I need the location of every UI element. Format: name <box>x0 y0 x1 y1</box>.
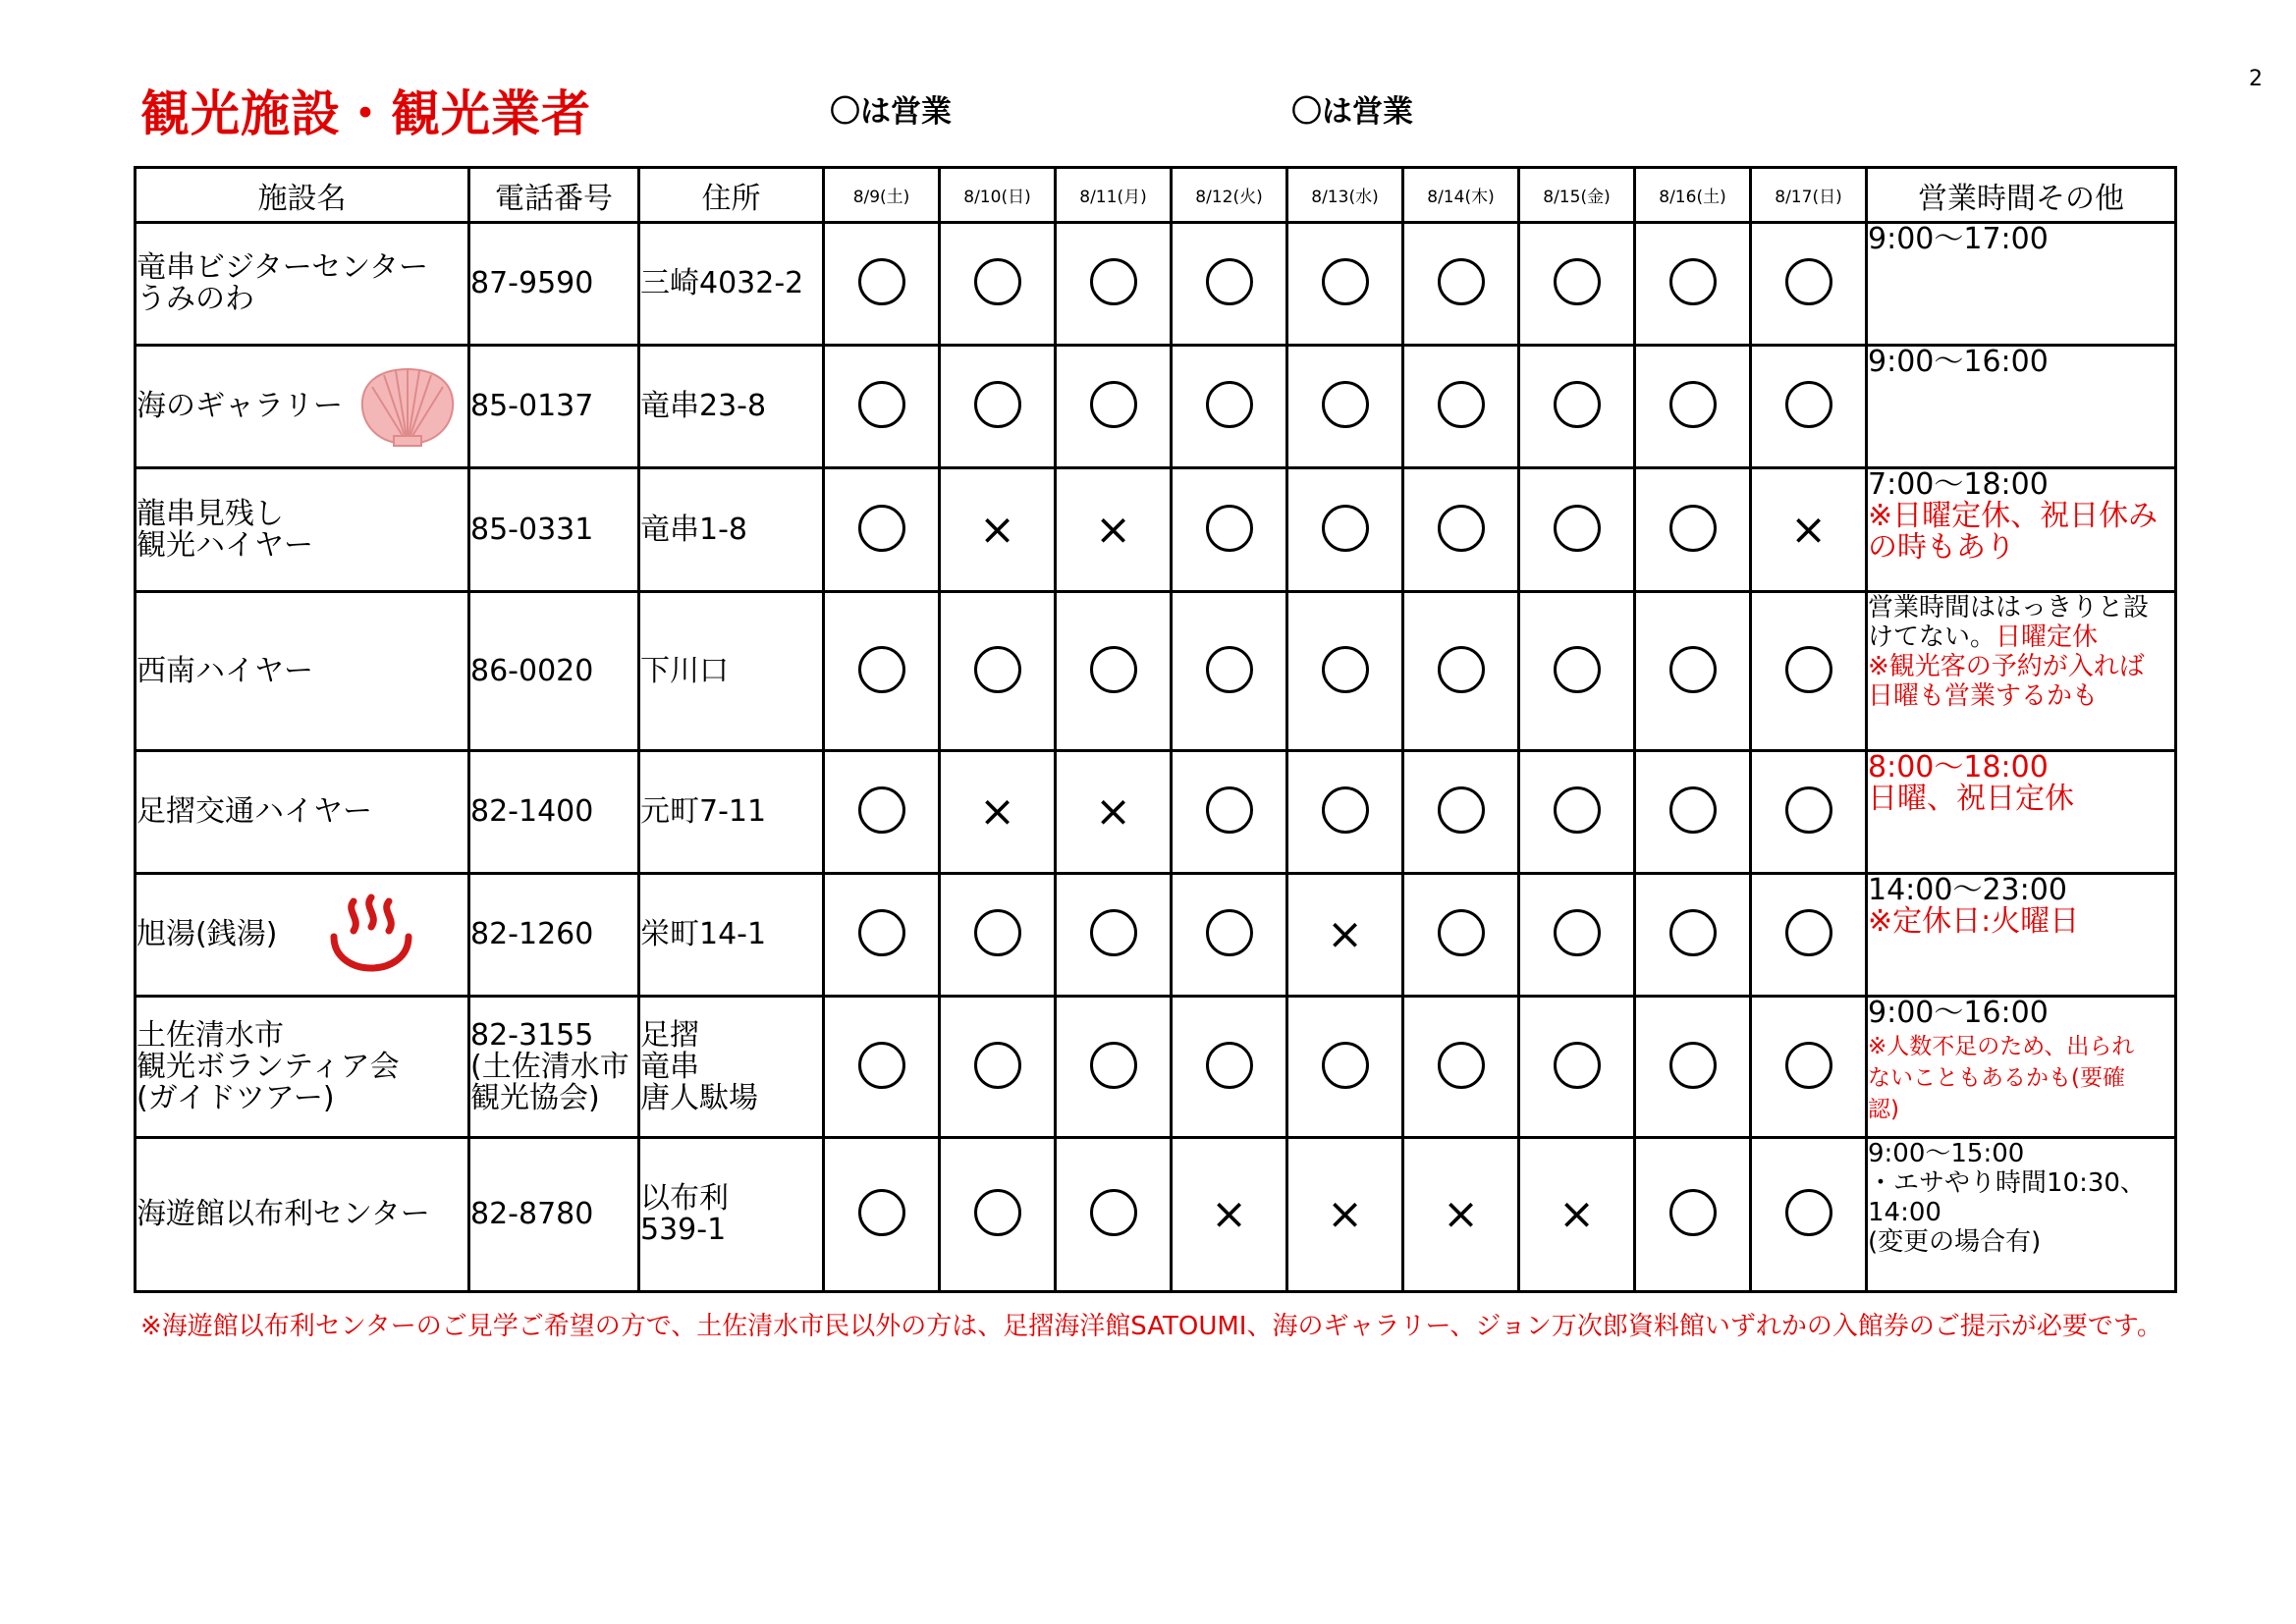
header-date: 8/14(木) <box>1403 168 1519 223</box>
open-circle-icon <box>1785 381 1832 428</box>
hours-note-text: 認) <box>1868 1097 1899 1122</box>
open-circle-icon <box>1206 381 1253 428</box>
status-cell <box>1287 874 1403 997</box>
open-circle-icon <box>1554 909 1601 956</box>
page-title: 観光施設・観光業者 <box>140 85 591 142</box>
address-cell <box>639 468 824 592</box>
hours-note-text: 8:00～18:00 <box>1868 750 2049 785</box>
header-name: 施設名 <box>136 168 469 223</box>
status-cell <box>1635 592 1751 751</box>
shell-icon <box>355 365 461 448</box>
status-cell <box>940 751 1056 874</box>
page-number: 2 <box>2249 67 2263 91</box>
phone-cell <box>469 592 639 751</box>
header-row <box>136 168 2176 223</box>
open-circle-icon <box>1322 381 1369 428</box>
open-circle-icon <box>1554 258 1601 305</box>
table-body <box>136 223 2176 1292</box>
hours-note-text: 9:00～17:00 <box>1868 222 2049 256</box>
status-cell <box>940 346 1056 468</box>
status-cell <box>1287 1138 1403 1292</box>
open-circle-icon <box>1438 646 1485 693</box>
open-circle-icon <box>1438 909 1485 956</box>
facility-name-cell <box>136 468 469 592</box>
hours-note-cell <box>1867 346 2176 468</box>
phone-cell-line: 82-1400 <box>470 794 594 829</box>
address-cell-line: 三崎4032-2 <box>640 266 804 300</box>
open-circle-icon <box>974 258 1021 305</box>
open-circle-icon <box>1090 909 1137 956</box>
status-cell <box>1403 997 1519 1138</box>
hours-note-text: ※観光客の予約が入れば <box>1868 652 2145 681</box>
facility-name-cell <box>136 874 469 997</box>
open-circle-icon <box>1090 1189 1137 1236</box>
facility-name-line: 海遊館以布利センター <box>137 1197 430 1231</box>
status-cell <box>1287 592 1403 751</box>
status-cell <box>824 751 940 874</box>
open-circle-icon <box>1554 646 1601 693</box>
header-date: 8/9(土) <box>824 168 940 223</box>
status-cell <box>1751 592 1867 751</box>
hours-note-line <box>1868 532 2174 564</box>
header-date: 8/11(月) <box>1056 168 1172 223</box>
status-cell <box>1172 468 1287 592</box>
status-cell <box>824 592 940 751</box>
hours-note-text: 9:00～15:00 <box>1868 1139 2025 1168</box>
status-cell <box>1056 874 1172 997</box>
address-cell-line: 竜串23-8 <box>640 389 767 423</box>
address-cell-line: 足摺 <box>640 1017 699 1053</box>
address-cell-line: 下川口 <box>640 653 729 688</box>
facility-name-line: 観光ハイヤー <box>137 527 313 563</box>
status-cell <box>940 997 1056 1138</box>
hot-spring-icon <box>326 893 416 976</box>
hours-note-line <box>1868 1227 2174 1257</box>
open-circle-icon <box>1785 1042 1832 1089</box>
status-cell <box>1751 468 1867 592</box>
closed-cross-icon: × <box>1211 1189 1247 1239</box>
table-row <box>136 592 2176 751</box>
phone-cell-line: 87-9590 <box>470 266 594 300</box>
facility-name-line: 龍串見残し <box>137 496 284 531</box>
address-cell-line: 元町7-11 <box>640 794 767 829</box>
hours-note-cell <box>1867 751 2176 874</box>
phone-cell <box>469 346 639 468</box>
status-cell <box>1751 1138 1867 1292</box>
phone-cell-line: 82-3155 <box>470 1017 594 1053</box>
table-row <box>136 346 2176 468</box>
open-circle-icon <box>1669 786 1717 834</box>
header-date: 8/17(日) <box>1751 168 1867 223</box>
status-cell <box>1056 997 1172 1138</box>
open-circle-icon <box>858 1042 905 1089</box>
legend-open: 〇は営業 <box>830 94 952 130</box>
status-cell <box>824 874 940 997</box>
open-circle-icon <box>1554 786 1601 834</box>
legend-open: 〇は営業 <box>1291 94 1413 130</box>
status-cell <box>1403 1138 1519 1292</box>
table-row <box>136 874 2176 997</box>
open-circle-icon <box>858 909 905 956</box>
hours-note-line <box>1868 623 2174 652</box>
open-circle-icon <box>1090 258 1137 305</box>
facility-name-line: 旭湯(銭湯) <box>137 917 278 951</box>
phone-cell-line: 観光協会) <box>470 1080 600 1115</box>
hours-note-text: 日曜定休 <box>1995 623 2099 652</box>
closed-cross-icon: × <box>1095 786 1131 837</box>
status-cell <box>1056 592 1172 751</box>
facility-name-cell <box>136 592 469 751</box>
address-cell-line: 栄町14-1 <box>640 917 767 951</box>
status-cell <box>1635 223 1751 346</box>
closed-cross-icon: × <box>1327 909 1363 959</box>
hours-note-line <box>1868 752 2174 784</box>
footnote: ※海遊館以布利センターのご見学ご希望の方で、土佐清水市民以外の方は、足摺海洋館SATOUMI、海のギャラリー、ジョン万次郎資料館いずれかの入館券のご提示が必要です。 <box>140 1312 2162 1341</box>
hours-note-line <box>1868 1029 2174 1060</box>
status-cell <box>1751 874 1867 997</box>
status-cell <box>1519 997 1635 1138</box>
hours-note-line <box>1868 652 2174 681</box>
open-circle-icon <box>1785 1189 1832 1236</box>
hours-note-text: ※人数不足のため、出られ <box>1868 1034 2135 1059</box>
status-cell <box>824 223 940 346</box>
hours-note-text: 7:00～18:00 <box>1868 467 2049 502</box>
phone-cell-line: 85-0137 <box>470 389 594 423</box>
phone-cell <box>469 1138 639 1292</box>
status-cell <box>1172 1138 1287 1292</box>
status-cell <box>1635 346 1751 468</box>
open-circle-icon <box>1669 381 1717 428</box>
open-circle-icon <box>1669 909 1717 956</box>
hours-note-cell <box>1867 592 2176 751</box>
address-cell <box>639 223 824 346</box>
closed-cross-icon: × <box>1790 504 1827 555</box>
facility-name-cell <box>136 997 469 1138</box>
status-cell <box>1635 751 1751 874</box>
hours-note-text: ・エサやり時間10:30、 <box>1868 1168 2146 1198</box>
status-cell <box>1519 874 1635 997</box>
open-circle-icon <box>1554 505 1601 552</box>
status-cell <box>824 997 940 1138</box>
status-cell <box>1172 346 1287 468</box>
status-cell <box>940 223 1056 346</box>
hours-note-text: の時もあり <box>1868 530 2015 565</box>
phone-cell-line: 86-0020 <box>470 653 594 688</box>
business-schedule-table <box>134 166 2177 1293</box>
header-hours: 営業時間その他 <box>1867 168 2176 223</box>
open-circle-icon <box>1554 1042 1601 1089</box>
open-circle-icon <box>1669 1189 1717 1236</box>
hours-note-line <box>1868 1092 2174 1123</box>
phone-cell-line: 82-8780 <box>470 1197 594 1231</box>
hours-note-text: ないこともあるかも(要確 <box>1868 1065 2125 1091</box>
facility-name-line: 西南ハイヤー <box>137 653 313 688</box>
open-circle-icon <box>1206 786 1253 834</box>
open-circle-icon <box>974 646 1021 693</box>
open-circle-icon <box>1438 258 1485 305</box>
status-cell <box>1172 592 1287 751</box>
hours-note-cell <box>1867 1138 2176 1292</box>
hours-note-text: 日曜も営業するかも <box>1868 681 2099 711</box>
hours-note-line <box>1868 224 2174 255</box>
open-circle-icon <box>858 381 905 428</box>
hours-note-line <box>1868 998 2174 1029</box>
status-cell <box>1287 997 1403 1138</box>
status-cell <box>1635 997 1751 1138</box>
open-circle-icon <box>1206 909 1253 956</box>
hours-note-line <box>1868 1139 2174 1168</box>
status-cell <box>1635 874 1751 997</box>
closed-cross-icon: × <box>1095 504 1131 555</box>
phone-cell-line: 82-1260 <box>470 917 594 951</box>
phone-cell <box>469 751 639 874</box>
status-cell <box>1519 751 1635 874</box>
open-circle-icon <box>1206 1042 1253 1089</box>
hours-note-text: 14:00 <box>1868 1198 1941 1227</box>
open-circle-icon <box>1322 505 1369 552</box>
table-row <box>136 997 2176 1138</box>
status-cell <box>824 1138 940 1292</box>
open-circle-icon <box>1438 381 1485 428</box>
open-circle-icon <box>974 909 1021 956</box>
hours-note-line <box>1868 784 2174 815</box>
status-cell <box>1751 346 1867 468</box>
open-circle-icon <box>1785 786 1832 834</box>
address-cell-line: 539-1 <box>640 1213 727 1247</box>
hours-note-text: 14:00～23:00 <box>1868 873 2067 907</box>
status-cell <box>1635 1138 1751 1292</box>
open-circle-icon <box>974 1189 1021 1236</box>
address-cell <box>639 751 824 874</box>
address-cell <box>639 346 824 468</box>
hours-note-line <box>1868 1198 2174 1227</box>
status-cell <box>1519 223 1635 346</box>
open-circle-icon <box>858 646 905 693</box>
header-date: 8/16(土) <box>1635 168 1751 223</box>
status-cell <box>1519 592 1635 751</box>
open-circle-icon <box>1438 505 1485 552</box>
status-cell <box>1287 751 1403 874</box>
status-cell <box>1172 223 1287 346</box>
header-date: 8/10(日) <box>940 168 1056 223</box>
open-circle-icon <box>1669 505 1717 552</box>
open-circle-icon <box>1322 786 1369 834</box>
facility-name-line: 海のギャラリー <box>137 389 343 423</box>
open-circle-icon <box>1438 1042 1485 1089</box>
status-cell <box>1403 874 1519 997</box>
closed-cross-icon: × <box>1558 1189 1595 1239</box>
facility-name-cell <box>136 751 469 874</box>
open-circle-icon <box>1322 1042 1369 1089</box>
status-cell <box>1519 346 1635 468</box>
open-circle-icon <box>1669 646 1717 693</box>
hours-note-line <box>1868 347 2174 378</box>
hours-note-text: 日曜、祝日定休 <box>1868 782 2074 816</box>
status-cell <box>940 874 1056 997</box>
open-circle-icon <box>1322 646 1369 693</box>
status-cell <box>940 468 1056 592</box>
facility-name-line: 足摺交通ハイヤー <box>137 794 372 829</box>
phone-cell <box>469 223 639 346</box>
open-circle-icon <box>1206 258 1253 305</box>
hours-note-text: (変更の場合有) <box>1868 1227 2042 1257</box>
status-cell <box>940 592 1056 751</box>
closed-cross-icon: × <box>1327 1189 1363 1239</box>
header-date: 8/12(火) <box>1172 168 1287 223</box>
status-cell <box>1519 468 1635 592</box>
closed-cross-icon: × <box>979 504 1015 555</box>
status-cell <box>1056 346 1172 468</box>
facility-name-cell <box>136 1138 469 1292</box>
hours-note-line <box>1868 1168 2174 1198</box>
open-circle-icon <box>1785 909 1832 956</box>
status-cell <box>1403 346 1519 468</box>
hours-note-line <box>1868 681 2174 711</box>
status-cell <box>824 346 940 468</box>
open-circle-icon <box>858 258 905 305</box>
open-circle-icon <box>1669 1042 1717 1089</box>
address-cell-line: 以布利 <box>640 1181 729 1216</box>
status-cell <box>1519 1138 1635 1292</box>
hours-note-text: けてない。 <box>1868 623 1996 652</box>
facility-name-line: 観光ボランティア会 <box>137 1049 400 1084</box>
status-cell <box>1287 346 1403 468</box>
open-circle-icon <box>1554 381 1601 428</box>
status-cell <box>1751 223 1867 346</box>
facility-name-line: うみのわ <box>137 282 254 316</box>
header-phone: 電話番号 <box>469 168 639 223</box>
hours-note-line <box>1868 875 2174 906</box>
open-circle-icon <box>1090 646 1137 693</box>
phone-cell-line: 85-0331 <box>470 512 594 547</box>
status-cell <box>1403 751 1519 874</box>
status-cell <box>1056 223 1172 346</box>
open-circle-icon <box>1090 1042 1137 1089</box>
hours-note-cell <box>1867 468 2176 592</box>
open-circle-icon <box>1785 646 1832 693</box>
open-circle-icon <box>858 505 905 552</box>
facility-name-cell <box>136 223 469 346</box>
table-row <box>136 751 2176 874</box>
facility-name-line: 竜串ビジターセンター <box>137 250 428 285</box>
open-circle-icon <box>1206 505 1253 552</box>
hours-note-line <box>1868 469 2174 501</box>
status-cell <box>940 1138 1056 1292</box>
hours-note-line <box>1868 593 2174 623</box>
phone-cell-line: (土佐清水市 <box>470 1049 629 1084</box>
hours-note-cell <box>1867 997 2176 1138</box>
open-circle-icon <box>1669 258 1717 305</box>
facility-name-cell <box>136 346 469 468</box>
table-row <box>136 468 2176 592</box>
status-cell <box>1751 751 1867 874</box>
status-cell <box>1056 468 1172 592</box>
hours-note-line <box>1868 1060 2174 1092</box>
status-cell <box>1056 751 1172 874</box>
table-row <box>136 1138 2176 1292</box>
table-row <box>136 223 2176 346</box>
phone-cell <box>469 874 639 997</box>
open-circle-icon <box>1206 646 1253 693</box>
status-cell <box>1403 223 1519 346</box>
hours-note-text: 営業時間ははっきりと設 <box>1868 593 2150 623</box>
phone-cell <box>469 997 639 1138</box>
address-cell-line: 竜串1-8 <box>640 512 747 547</box>
header-date: 8/15(金) <box>1519 168 1635 223</box>
closed-cross-icon: × <box>979 786 1015 837</box>
hours-note-line <box>1868 501 2174 532</box>
status-cell <box>1635 468 1751 592</box>
address-cell <box>639 1138 824 1292</box>
hours-note-line <box>1868 906 2174 938</box>
hours-note-text: 9:00～16:00 <box>1868 345 2049 379</box>
status-cell <box>1172 874 1287 997</box>
facility-name-line: 土佐清水市 <box>137 1017 284 1053</box>
header-date: 8/13(水) <box>1287 168 1403 223</box>
status-cell <box>1172 751 1287 874</box>
address-cell <box>639 592 824 751</box>
closed-cross-icon: × <box>1443 1189 1479 1239</box>
hours-note-text: ※日曜定休、祝日休み <box>1868 499 2159 533</box>
facility-name-line: (ガイドツアー) <box>137 1080 335 1115</box>
open-circle-icon <box>1090 381 1137 428</box>
address-cell <box>639 874 824 997</box>
open-circle-icon <box>858 1189 905 1236</box>
open-circle-icon <box>974 381 1021 428</box>
open-circle-icon <box>858 786 905 834</box>
status-cell <box>1287 223 1403 346</box>
open-circle-icon <box>1785 258 1832 305</box>
open-circle-icon <box>1438 786 1485 834</box>
status-cell <box>1751 997 1867 1138</box>
status-cell <box>824 468 940 592</box>
status-cell <box>1287 468 1403 592</box>
open-circle-icon <box>1322 258 1369 305</box>
hours-note-cell <box>1867 223 2176 346</box>
status-cell <box>1172 997 1287 1138</box>
header-address: 住所 <box>639 168 824 223</box>
status-cell <box>1056 1138 1172 1292</box>
hours-note-text: ※定休日:火曜日 <box>1868 904 2080 939</box>
address-cell <box>639 997 824 1138</box>
address-cell-line: 竜串 <box>640 1049 699 1084</box>
hours-note-cell <box>1867 874 2176 997</box>
status-cell <box>1403 468 1519 592</box>
status-cell <box>1403 592 1519 751</box>
phone-cell <box>469 468 639 592</box>
hours-note-text: 9:00～16:00 <box>1868 996 2049 1030</box>
open-circle-icon <box>974 1042 1021 1089</box>
address-cell-line: 唐人駄場 <box>640 1080 758 1115</box>
